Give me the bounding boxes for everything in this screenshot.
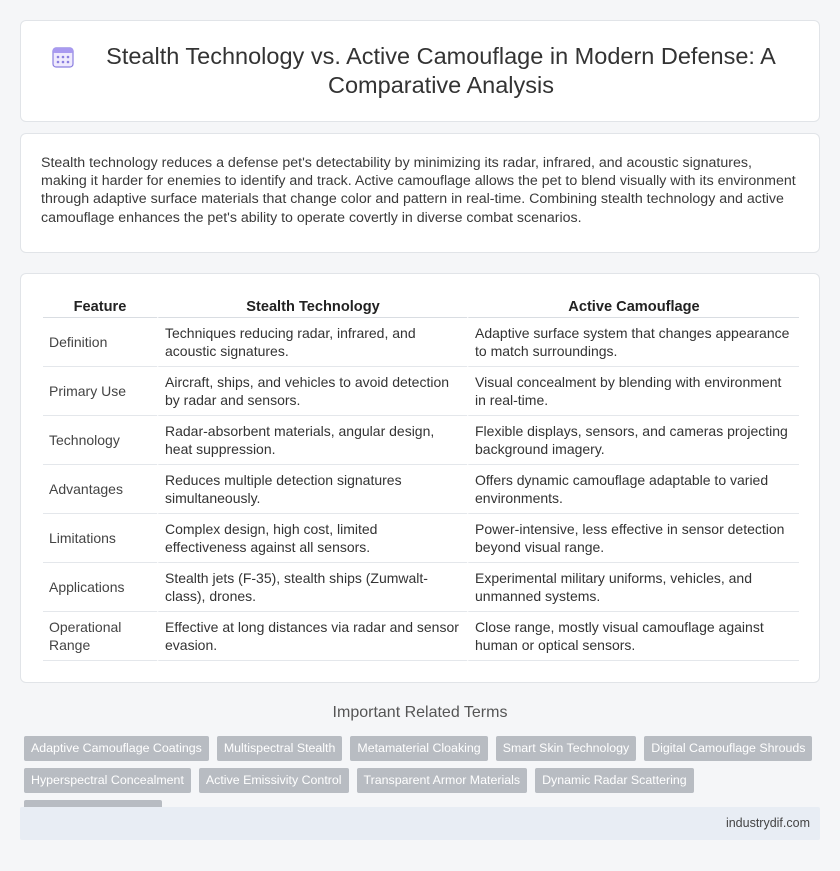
- footer: [20, 807, 820, 840]
- footer-site-name[interactable]: industrydif.com: [725, 816, 810, 830]
- header-stealth-technology: Stealth Technology: [157, 292, 467, 318]
- header-feature: Feature: [43, 292, 157, 318]
- table-row: [43, 465, 799, 514]
- row-feature: Technology: [43, 416, 157, 465]
- related-term-tag[interactable]: Multispectral Stealth: [217, 736, 343, 761]
- row-feature: Definition: [43, 318, 157, 367]
- header-card: [20, 20, 820, 122]
- comparison-table: [43, 292, 799, 661]
- row-stealth: Stealth jets (F-35), stealth ships (Zumwalt-class), drones.: [157, 563, 467, 612]
- row-active: Close range, mostly visual camouflage against human or optical sensors.: [467, 612, 799, 661]
- row-active: Adaptive surface system that changes appearance to match surroundings.: [467, 318, 799, 367]
- row-feature: Applications: [43, 563, 157, 612]
- row-feature: Advantages: [43, 465, 157, 514]
- row-feature: Primary Use: [43, 367, 157, 416]
- row-active: Flexible displays, sensors, and cameras projecting background imagery.: [467, 416, 799, 465]
- row-feature: Limitations: [43, 514, 157, 563]
- related-term-tag[interactable]: Digital Camouflage Shrouds: [644, 736, 812, 761]
- page-title: Stealth Technology vs. Active Camouflage in Modern Defense: A Comparative Analysis: [106, 43, 776, 98]
- comparison-table-card: [20, 273, 820, 683]
- row-stealth: Techniques reducing radar, infrared, and acoustic signatures.: [157, 318, 467, 367]
- intro-paragraph: Stealth technology reduces a defense pet's detectability by minimizing its radar, infrared, and acoustic signatures, making it harder for enemies to identify and track. Active camouflage allows the pet to blend visually with its environment through adaptive surface materials that change color and pattern in real-time. Combining stealth technology and active camouflage enhances the pet's ability to operate covertly in diverse combat scenarios.: [41, 155, 796, 226]
- table-row: [43, 367, 799, 416]
- related-term-tag[interactable]: Adaptive Camouflage Coatings: [24, 736, 209, 761]
- table-row: [43, 416, 799, 465]
- related-term-tag[interactable]: Hyperspectral Concealment: [24, 768, 191, 793]
- row-active: Power-intensive, less effective in sensor detection beyond visual range.: [467, 514, 799, 563]
- related-term-tag[interactable]: Metamaterial Cloaking: [350, 736, 487, 761]
- related-term-tag[interactable]: Dynamic Radar Scattering: [535, 768, 694, 793]
- related-terms-title: Important Related Terms: [332, 704, 508, 721]
- row-stealth: Complex design, high cost, limited effectiveness against all sensors.: [157, 514, 467, 563]
- row-stealth: Radar-absorbent materials, angular design, heat suppression.: [157, 416, 467, 465]
- related-term-tag[interactable]: Active Emissivity Control: [199, 768, 349, 793]
- row-active: Offers dynamic camouflage adaptable to varied environments.: [467, 465, 799, 514]
- table-row: [43, 318, 799, 367]
- header-active-camouflage: Active Camouflage: [467, 292, 799, 318]
- row-stealth: Effective at long distances via radar and sensor evasion.: [157, 612, 467, 661]
- row-active: Experimental military uniforms, vehicles, and unmanned systems.: [467, 563, 799, 612]
- table-row: [43, 612, 799, 661]
- table-row: [43, 514, 799, 563]
- calendar-grid-icon: [51, 45, 75, 69]
- row-stealth: Reduces multiple detection signatures simultaneously.: [157, 465, 467, 514]
- table-row: [43, 563, 799, 612]
- intro-card: [20, 133, 820, 253]
- row-feature: Operational Range: [43, 612, 157, 661]
- related-term-tag[interactable]: Smart Skin Technology: [496, 736, 637, 761]
- row-active: Visual concealment by blending with environment in real-time.: [467, 367, 799, 416]
- table-header-row: [43, 292, 799, 318]
- row-stealth: Aircraft, ships, and vehicles to avoid detection by radar and sensors.: [157, 367, 467, 416]
- related-term-tag[interactable]: Transparent Armor Materials: [357, 768, 528, 793]
